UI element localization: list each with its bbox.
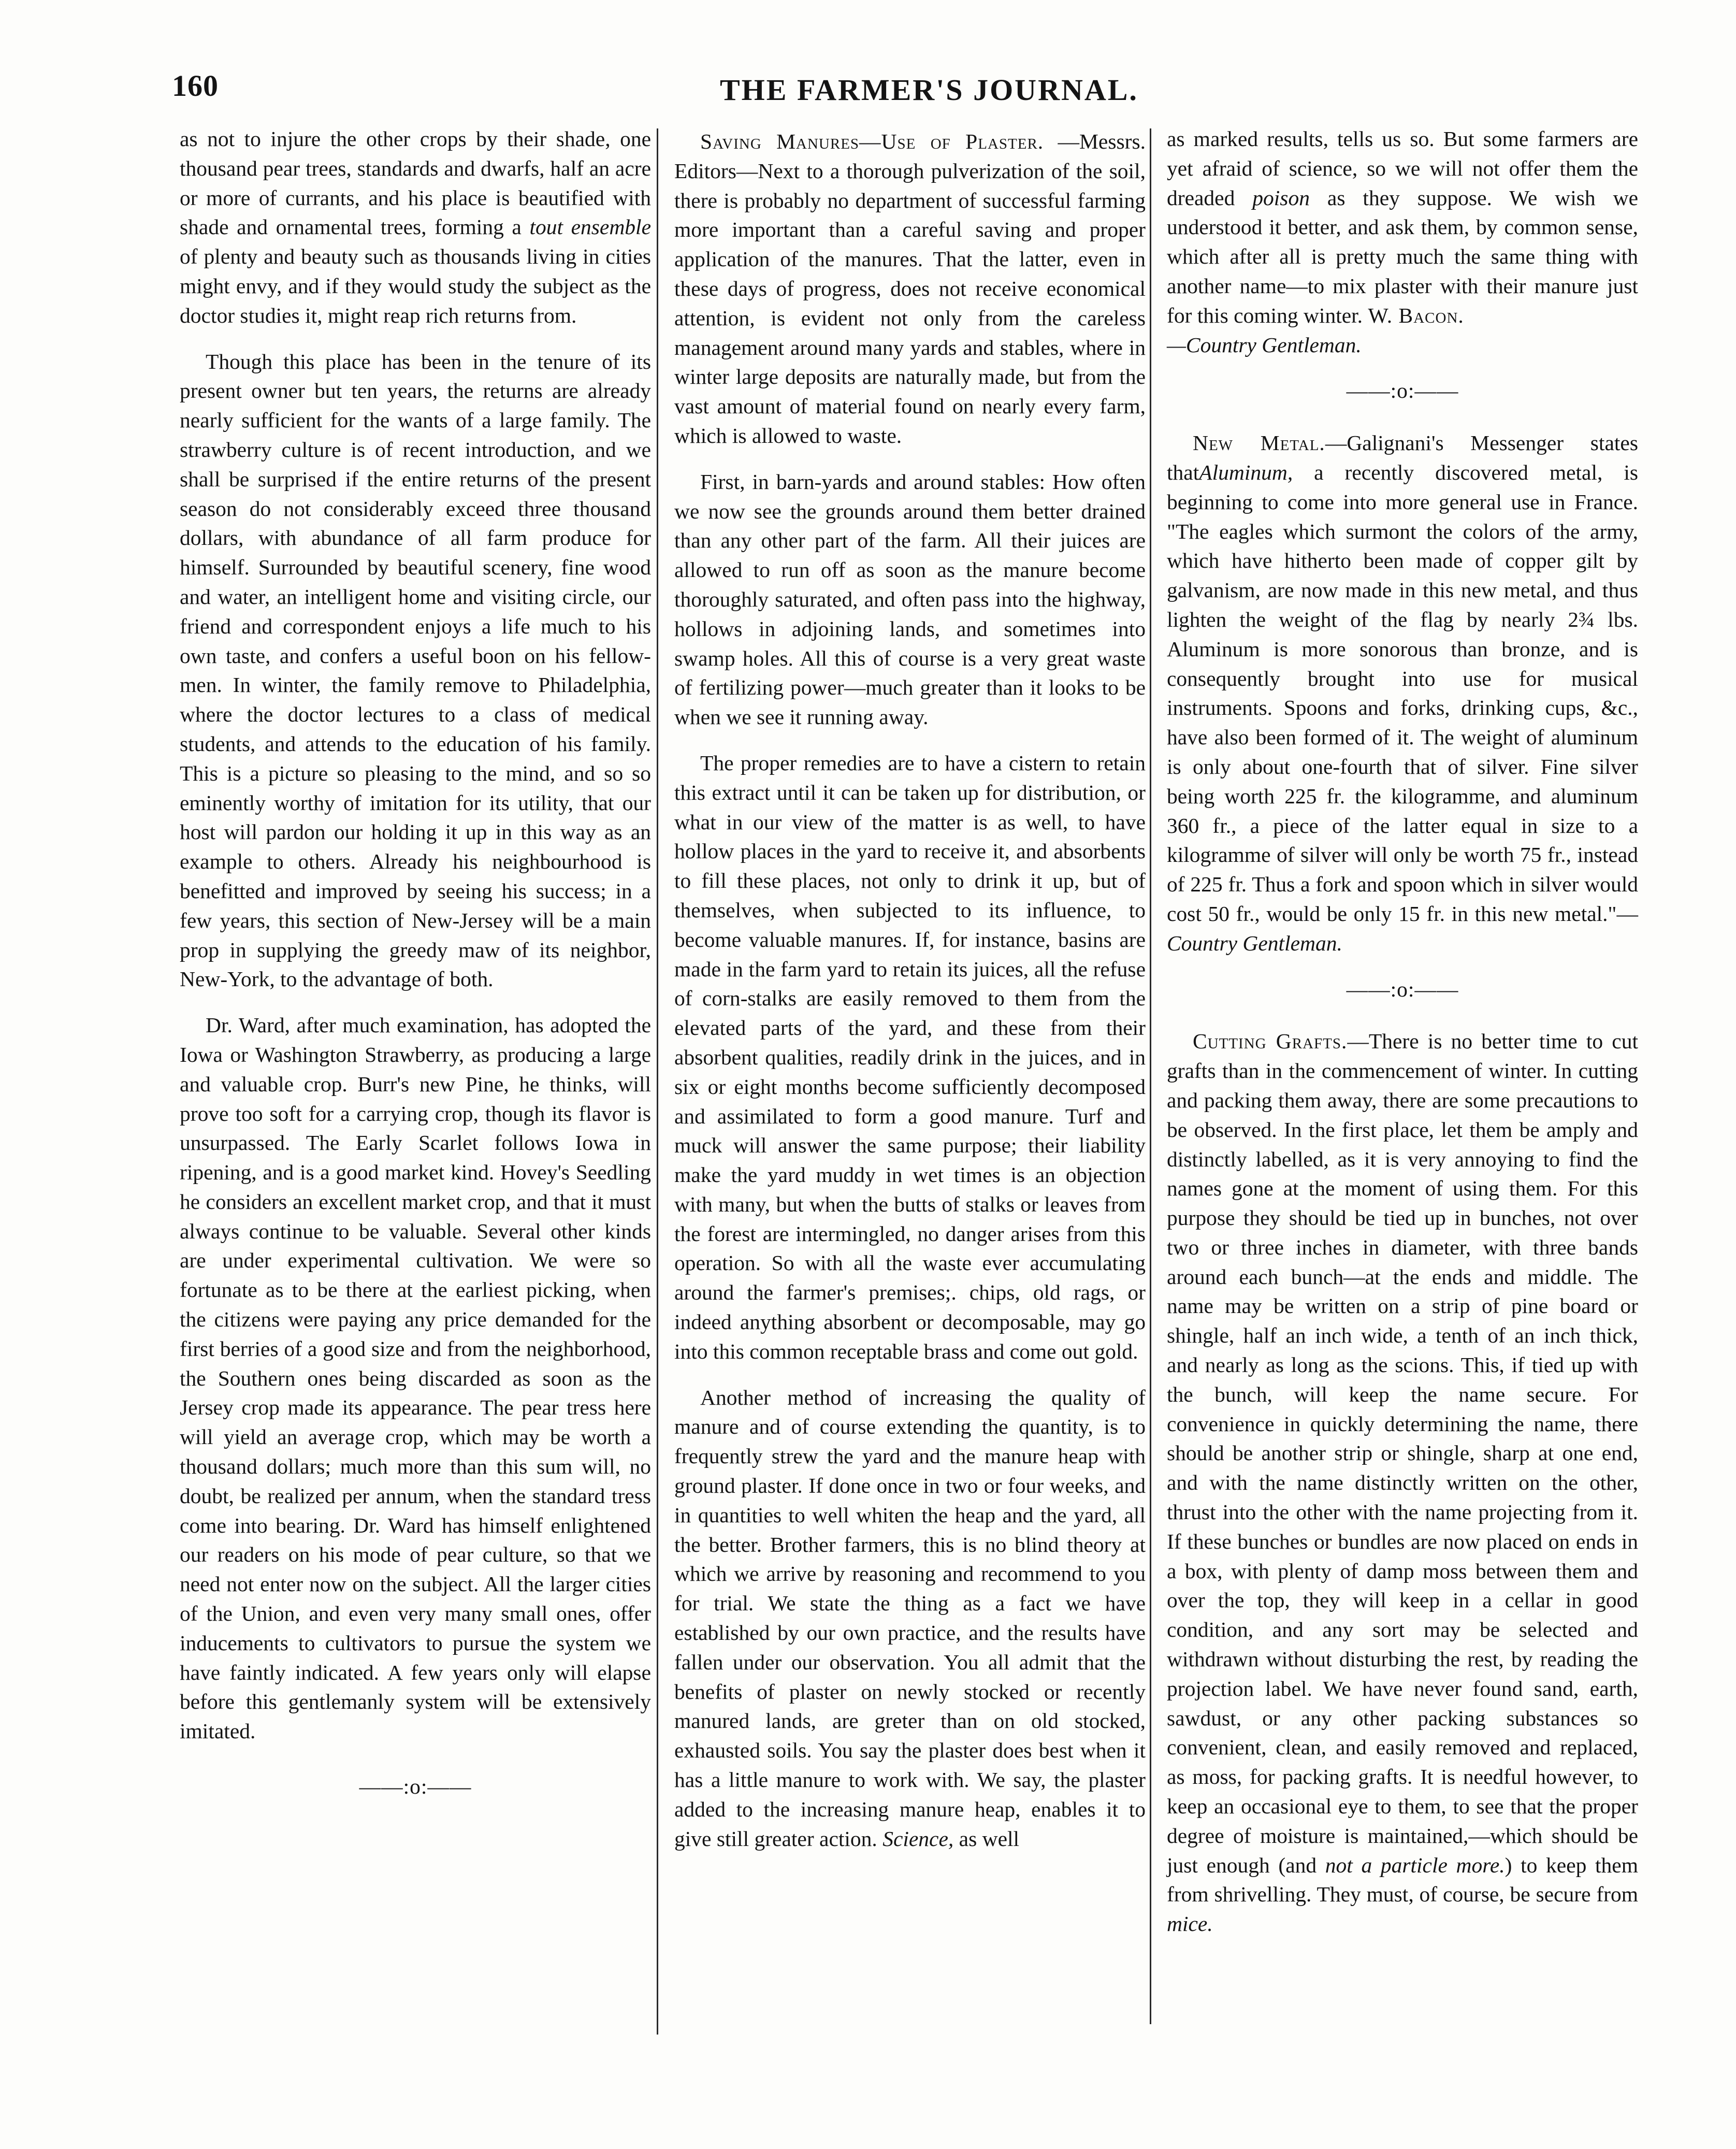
section-separator: ——:o:—— xyxy=(1346,379,1459,403)
paragraph: First, in barn-yards and around stables: How often we now see the grounds around them better drained than any other part of the farm. All their juices are allowed to run off as soon as the manure become thoroughly saturated, and often pass into the highway, hollows in adjoining lands, and sometimes into swamp holes. All this of course is a very great waste of fertilizing power—much greater than it looks to be when we see it running away. xyxy=(674,469,1146,729)
author-signature: W. Bacon. xyxy=(1368,303,1464,327)
page-number: 160 xyxy=(172,69,219,103)
paragraph: Dr. Ward, after much examination, has adopted the Iowa or Washington Strawberry, as producing a large and valuable crop. Burr's new Pine, he thinks, will prove too soft for a carrying crop, though its flavor is unsurpassed. The Early Scarlet follows Iowa in ripening, and is a good market kind. Hovey's Seedling he considers an excellent market crop, and that it must always continue to be valuable. Several other kinds are under experimental cultivation. We were so fortunate as to be there at the earliest picking, when the citizens were paying any price demanded for the first berries of a good size and from the neighborhood, the Southern ones being discarded as soon as the Jersey crop made its appearance. The pear tress here will yield an average crop, which may be worth a thousand dollars; much more than this sum will, no doubt, be realized per annum, when the standard tress come into bearing. Dr. Ward has himself enlightened our readers on his mode of pear culture, so that we need not enter now on the subject. All the larger cities of the Union, and even very many small ones, offer inducements to cultivators to pursue the system we have faintly indicated. A few years only will elapse before this gentlemanly system will be extensively imitated. xyxy=(180,1013,651,1743)
article-cutting-grafts xyxy=(1167,1027,1638,1939)
article-new-metal xyxy=(1167,428,1638,958)
text: —There is no better time to cut grafts than in the commencement of winter. In cutting and packing them away, there are some precautions to be observed. In the first place, let them be amply and distinctly labelled, as it is very annoying to find the names gone at the moment of using them. For this purpose they should be tied up in bunches, not over two or three inches in diameter, with three bands around each bunch—at the ends and middle. The name may be written on a strip of pine board or shingle, half an inch wide, a tenth of an inch thick, and nearly as long as the scions. This, if tied up with the bunch, will keep the name secure. For convenience in quickly determining the name, there should be another strip or shingle, sharp at one end, and with the name distinctly written on the other, thrust into the other with the name projecting from it. If these bunches or bundles are now placed on ends in a box, with plenty of damp moss between them and over the top, they will keep in a cellar in good condition, and any sort may be selected and withdrawn without disturbing the rest, by reading the projection label. We have never found sand, earth, sawdust, or any other packing substances so convenient, clean, and easily removed and replaced, as moss, for packing grafts. It is needful however, to keep an occasional eye to them, to see that the proper degree of moisture is maintained,—which should be just enough (and xyxy=(1167,1029,1639,1877)
section-separator: ——:o:—— xyxy=(1346,977,1459,1001)
text: as marked results, tells us so. But some farmers are yet afraid of science, so we will not offer them the dreaded xyxy=(1167,127,1638,210)
text: —Galignani's Messenger states that xyxy=(1167,431,1638,484)
article-saving-manures xyxy=(674,127,1146,451)
italic-text: Aluminum, xyxy=(1199,460,1293,484)
paragraph xyxy=(180,124,651,330)
source-credit: Country Gentleman. xyxy=(1167,931,1342,955)
text: as well xyxy=(959,1826,1020,1851)
text: ) to keep them from shrivelling. They must, of course, be secure from xyxy=(1167,1853,1638,1907)
article-heading: Cutting Grafts. xyxy=(1193,1029,1348,1054)
column-rule xyxy=(657,128,658,2035)
italic-text: not a particle more. xyxy=(1325,1853,1505,1877)
text: as they suppose. We wish we understood it better, and ask them, by common sense, which after all is pretty much the same thing with another name—to mix plaster with their manure just for this coming winter. xyxy=(1167,185,1639,327)
paragraph: Though this place has been in the tenure of its present owner but ten years, the returns are already nearly sufficient for the wants of a large family. The strawberry culture is of recent introduction, and we shall be surprised if the entire returns of the present season do not considerably exceed three thousand dollars, with abundance of all farm produce for himself. Surrounded by beautiful scenery, fine wood and water, an intelligent home and visiting circle, our friend and correspondent enjoys a life much to his own taste, and confers a useful boon on his fellow-men. In winter, the family remove to Philadelphia, where the doctor lectures to a class of medical students, and attends to the education of his family. This is a picture so pleasing to the mind, and so so eminently worthy of imitation for its utility, that our host will pardon our holding it up in this way as an example to others. Already his neighbourhood is benefitted and improved by seeing his success; in a few years, this section of New-Jersey will be a main prop in supplying the greedy maw of its neighbor, New-York, to the advantage of both. xyxy=(180,349,651,991)
article-heading: Saving Manures—Use of Plaster. xyxy=(700,129,1044,153)
text: Another method of increasing the quality of manure and of course extending the quantity, is to frequently strew the yard and the manure heap with ground plaster. If done once in two or four weeks, and in quantities to well whiten the heap and the yard, all the better. Brother farmers, this is no blind theory at which we arrive by reasoning and recommend to you for trial. We state the thing as a fact we have established by our own practice, and the results have fallen under our observation. You all admit that the benefits of plaster on newly stocked or recently manured lands, are greter than on old stocked, exhausted soils. You say the plaster does best when it has a little manure to work with. We say, the plaster added to the increasing manure heap, enables it to give still greater action. xyxy=(674,1385,1146,1851)
text: of plenty and beauty such as thousands living in cities might envy, and if they would study the subject as the doctor studies it, might reap rich returns from. xyxy=(180,244,651,327)
source-credit: —Country Gentleman. xyxy=(1167,333,1362,357)
section-separator: ——:o:—— xyxy=(359,1775,472,1799)
italic-text: Science, xyxy=(883,1826,954,1851)
italic-text: tout ensemble xyxy=(529,215,651,239)
column-rule xyxy=(1150,128,1151,2024)
text: a recently discovered metal, is beginning to come into more general use in France. "The eagles which surmont the colors of the army, which have hitherto been made of copper gilt by galvanism, are now made in this new metal, and thus lighten the weight of the flag by nearly 2¾ lbs. Aluminum is more sonorous than bronze, and is consequently brought into use for musical instruments. Spoons and forks, drinking cups, &c., have also been formed of it. The weight of aluminum is only about one-fourth that of silver. Fine silver being worth 225 fr. the kilogramme, and aluminum 360 fr., a piece of the latter equal in size to a kilogramme of silver will only be worth 75 fr., instead of 225 fr. Thus a fork and spoon which in silver would cost 50 fr., would be only 15 fr. in this new metal."— xyxy=(1167,460,1638,926)
page-title: THE FARMER'S JOURNAL. xyxy=(720,73,1138,107)
paragraph xyxy=(1167,124,1638,359)
column-right xyxy=(1167,124,1638,1955)
column-left xyxy=(180,124,651,1824)
italic-text: mice. xyxy=(1167,1912,1213,1936)
text: as not to injure the other crops by their shade, one thousand pear trees, standards and dwarfs, half an acre or more of currants, and his place is beautified with shade and ornamental trees, forming a xyxy=(180,127,651,239)
text: —Messrs. Editors—Next to a thorough pulverization of the soil, there is probably no department of successful farming more important than a careful saving and proper application of the manures. That the latter, even in these days of progress, does not receive economical attention, is evident not only from the careless management around many yards and stables, where in winter large deposits are naturally made, but from the vast amount of material found on nearly every farm, which is allowed to waste. xyxy=(674,129,1146,448)
italic-text: poison xyxy=(1252,185,1310,210)
article-heading: New Metal. xyxy=(1193,431,1325,455)
column-middle xyxy=(674,127,1146,1870)
paragraph xyxy=(674,1383,1146,1854)
paragraph: The proper remedies are to have a cistern to retain this extract until it can be taken up for distribution, or what in our view of the matter is as well, to have hollow places in the yard to receive it, and absorbents to fill these places, not only to drink it up, but of themselves, when subjected to its influence, to become valuable manures. If, for instance, basins are made in the farm yard to retain its juices, all the refuse of corn-stalks are easily removed to them from the elevated parts of the yard, and these from their absorbent qualities, readily drink in the juices, and in six or eight months become sufficiently decomposed and assimilated to form a good manure. Turf and muck will answer the same purpose; their liability make the yard muddy in wet times is an objection with many, but when the butts of stalks or leaves from the forest are intermingled, no danger arises from this operation. So with all the waste ever accumulating around the farmer's premises;. chips, old rags, or indeed anything absorbent or decomposable, may go into this common receptable brass and come out gold. xyxy=(674,751,1146,1363)
